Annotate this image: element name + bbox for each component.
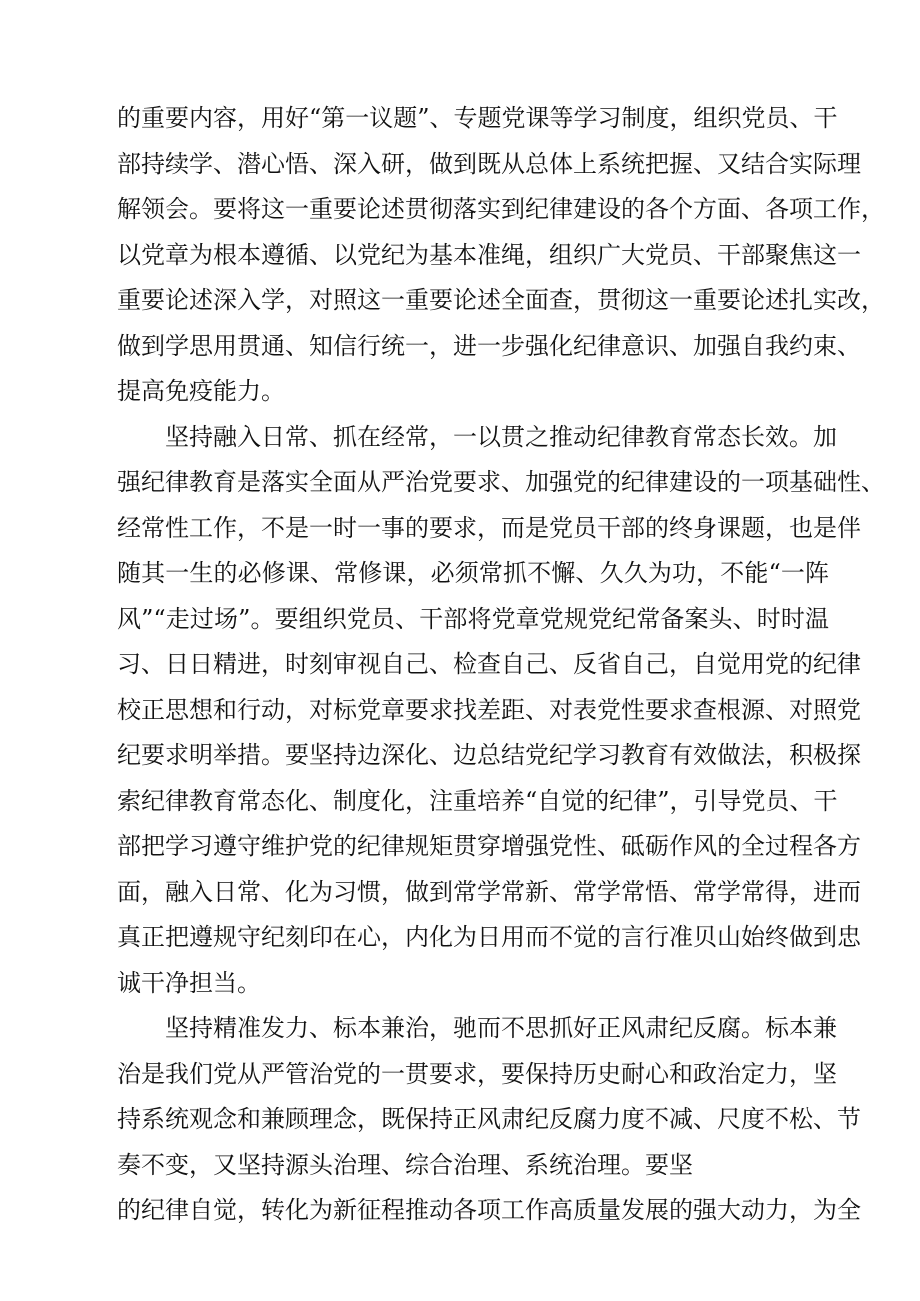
- text-line: 强纪律教育是落实全面从严治党要求、加强党的纪律建设的一项基础性、: [117, 468, 885, 496]
- text-line: 提高免疫能力。: [117, 377, 285, 405]
- document-body: [117, 96, 885, 1234]
- text-line: 的纪律自觉，转化为新征程推动各项工作高质量发展的强大动力，为全: [117, 1196, 861, 1224]
- paragraph-start-line: 坚持融入日常、抓在经常，一以贯之推动纪律教育常态长效。加: [165, 422, 837, 451]
- text-line: 校正思想和行动，对标党章要求找差距、对表党性要求查根源、对照党: [117, 695, 861, 724]
- text-line: 以党章为根本遵循、以党纪为基本准绳，组织广大党员、干部聚焦这一: [117, 240, 861, 269]
- text-line: 经常性工作，不是一时一事的要求，而是党员干部的终身课题，也是伴: [117, 513, 861, 542]
- text-line: 治是我们党从严管治党的一贯要求，要保持历史耐心和政治定力，坚: [117, 1059, 837, 1088]
- text-line: 面，融入日常、化为习惯，做到常学常新、常学常悟、常学常得，进而: [117, 877, 861, 906]
- text-line: 持系统观念和兼顾理念，既保持正风肃纪反腐力度不减、尺度不松、节: [117, 1105, 861, 1133]
- text-line: 随其一生的必修课、常修课，必须常抓不懈、久久为功，不能“一阵: [117, 559, 829, 587]
- text-line: 解领会。要将这一重要论述贯彻落实到纪律建设的各个方面、各项工作，: [117, 195, 885, 223]
- text-line: 部把学习遵守维护党的纪律规矩贯穿增强党性、砥砺作风的全过程各方: [117, 832, 861, 860]
- text-line: 做到学思用贯通、知信行统一，进一步强化纪律意识、加强自我约束、: [117, 331, 861, 360]
- text-line: 风”“走过场”。要组织党员、干部将党章党规党纪常备案头、时时温: [117, 604, 829, 633]
- text-line: 的重要内容，用好“第一议题”、专题党课等学习制度，组织党员、干: [117, 104, 838, 132]
- paragraph-start-line: 坚持精准发力、标本兼治，驰而不思抓好正风肃纪反腐。标本兼: [165, 1014, 837, 1042]
- text-line: 真正把遵规守纪刻印在心，内化为日用而不觉的言行准贝山始终做到忠: [117, 923, 861, 951]
- text-line: 部持续学、潜心悟、深入研，做到既从总体上系统把握、又结合实际理: [117, 149, 861, 178]
- text-line: 索纪律教育常态化、制度化，注重培养“自觉的纪律”，引导党员、干: [117, 786, 838, 815]
- text-line: 诚干净担当。: [117, 968, 261, 997]
- text-line: 奏不变，又坚持源头治理、综合治理、系统治理。要坚: [117, 1150, 693, 1179]
- text-line: 习、日日精进，时刻审视自己、检查自己、反省自己，自觉用党的纪律: [117, 650, 861, 678]
- text-line: 重要论述深入学，对照这一重要论述全面查，贯彻这一重要论述扎实改，: [117, 286, 885, 314]
- text-line: 纪要求明举措。要坚持边深化、边总结党纪学习教育有效做法，积极探: [117, 741, 861, 769]
